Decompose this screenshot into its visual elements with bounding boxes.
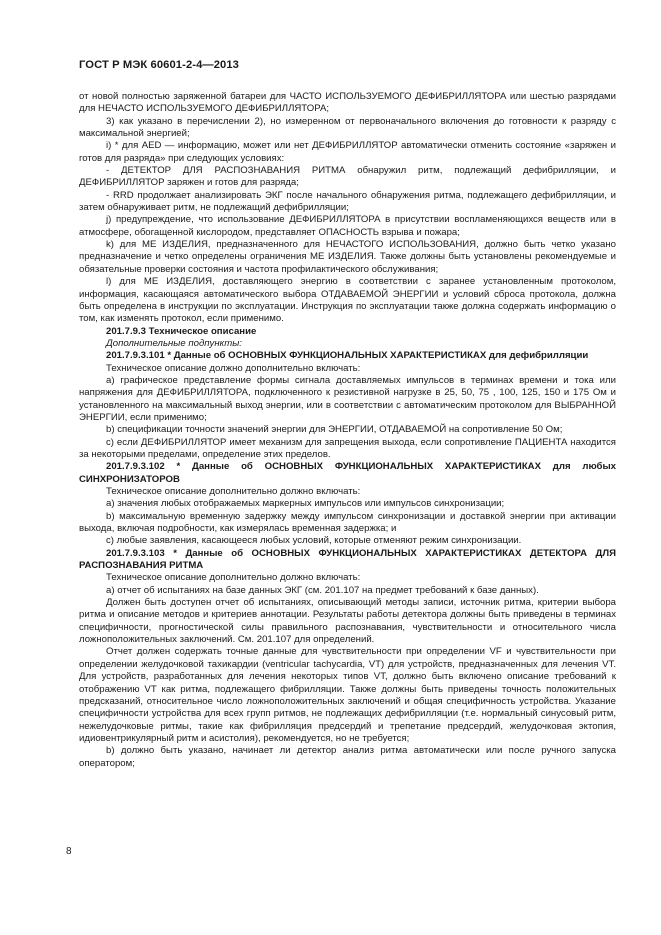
paragraph: - RRD продолжает анализировать ЭКГ после начального обнаружения ритма, подлежащего дефибрилляции, и затем обнаруживает ритм, не подлежащий дефибрилляции; <box>79 189 616 214</box>
paragraph: Техническое описание дополнительно должно включать: <box>106 486 361 497</box>
paragraph: j) предупреждение, что использование ДЕФИБРИЛЛЯТОРА в присутствии воспламеняющихся веществ или в атмосфере, обогащенной кислородом, представляет ОПАСНОСТЬ взрыва и пожара; <box>79 214 616 238</box>
paragraph: от новой полностью заряженной батареи для ЧАСТО ИСПОЛЬЗУЕМОГО ДЕФИБРИЛЛЯТОРА или шестью разрядами для НЕЧАСТО ИСПОЛЬЗУЕМОГО ДЕФИБРИЛЛЯТОРА; <box>79 91 616 115</box>
paragraph: i) * для AED — информацию, может или нет ДЕФИБРИЛЛЯТОР автоматически отменить состояние «заряжен и готов для разряда» при следующих условиях: <box>79 140 616 164</box>
section-heading: 201.7.9.3.103 * Данные об ОСНОВНЫХ ФУНКЦИОНАЛЬНЫХ ХАРАКТЕРИСТИКАХ ДЕТЕКТОРА ДЛЯ РАСПОЗНАВАНИЯ РИТМА <box>79 547 616 572</box>
paragraph: a) значения любых отображаемых маркерных импульсов или импульсов синхронизации; <box>106 498 505 510</box>
section-heading: 201.7.9.3 Техническое описание <box>106 325 257 337</box>
paragraph: Техническое описание дополнительно должно включать: <box>106 572 361 584</box>
paragraph: Отчет должен содержать точные данные для чувствительности при определении VF и чувствительности при определении желудочковой тахикардии (ventricular tachycardia, VT) для устройств, предназначенных для лечения VT. Для устройств, разработанных для лечения некоторых типов VT, должно быть включено описание требований к отображению VT как ритма, подлежащего фибрилляции. Также должны быть приведены точность положительных предсказаний, относительное число ложноположительных заключений и общая специфичность устройства. Указание специфичности устройства для всех групп ритмов, не подлежащих дефибрилляции (т.е. нормальный синусовый ритм, нежелудочковые ритмы, такие как фибрилляция предсердий и трепетание предсердий, желудочковая эктопия, идиовентрикулярный ритм и асистолия), рекомендуется, но не требуется; <box>79 646 616 744</box>
paragraph: l) для МЕ ИЗДЕЛИЯ, доставляющего энергию в соответствии с заранее установленным протоколом, информация, касающаяся автоматического выбора ОТДАВАЕМОЙ ЭНЕРГИИ и условий сброса протокола, должна быть определена в инструкции по эксплуатации. Инструкция по эксплуатации также должна содержать информацию о том, как изменять протокол, если применимо. <box>79 276 616 325</box>
paragraph: Должен быть доступен отчет об испытаниях, описывающий методы записи, источник ритма, критерии выбора ритма и описание методов и критериев аннотации. Результаты работы детектора должны быть приведены в терминах специфичности, прогностической силы правильного распознавания, чувствительности и относительного числа ложноположительных заключений. См. 201.107 для определений. <box>79 597 616 646</box>
paragraph: Техническое описание должно дополнительно включать: <box>106 362 361 374</box>
paragraph: k) для МЕ ИЗДЕЛИЯ, предназначенного для НЕЧАСТОГО ИСПОЛЬЗОВАНИЯ, должно быть четко указано предназначение и четко определены ограничения МЕ ИЗДЕЛИЯ. Также должны быть установлены рекомендуемые и обязательные проверки состояния и частота профилактического обслуживания; <box>79 239 616 275</box>
paragraph: - ДЕТЕКТОР ДЛЯ РАСПОЗНАВАНИЯ РИТМА обнаружил ритм, подлежащий дефибрилляции, и ДЕФИБРИЛЛЯТОР заряжен и готов для разряда; <box>79 165 616 189</box>
document-body <box>79 91 616 770</box>
paragraph: b) спецификации точности значений энергии для ЭНЕРГИИ, ОТДАВАЕМОЙ на сопротивление 50 Ом; <box>106 424 563 436</box>
paragraph: 3) как указано в перечислении 2), но измеренном от первоначального включения до готовности к разряду с максимальной энергией; <box>79 115 616 140</box>
paragraph: a) отчет об испытаниях на базе данных ЭКГ (см. 201.107 на предмет требований к базе данных). <box>106 584 539 596</box>
paragraph: b) максимальную временную задержку между импульсом синхронизации и доставкой энергии при активации выхода, включая подробности, как измерялась временная задержка; и <box>79 510 616 535</box>
subheading: Дополнительные подпункты: <box>106 337 242 349</box>
section-heading: 201.7.9.3.102 * Данные об ОСНОВНЫХ ФУНКЦИОНАЛЬНЫХ ХАРАКТЕРИСТИКАХ для любых СИНХРОНИЗАТОРОВ <box>79 461 616 485</box>
paragraph: c) если ДЕФИБРИЛЛЯТОР имеет механизм для запрещения выхода, если сопротивление ПАЦИЕНТА находится за некоторыми пределами, определение этих пределов. <box>79 436 616 460</box>
section-heading: 201.7.9.3.101 * Данные об ОСНОВНЫХ ФУНКЦИОНАЛЬНЫХ ХАРАКТЕРИСТИКАХ для дефибрилляции <box>106 350 589 362</box>
paragraph: b) должно быть указано, начинает ли детектор анализ ритма автоматически или после ручного запуска оператором; <box>79 745 616 769</box>
paragraph: a) графическое представление формы сигнала доставляемых импульсов в терминах времени и тока или напряжения для ДЕФИБРИЛЛЯТОРА, подключенного к резистивной нагрузке в 25, 50, 75 , 100, 125, 150 и 175 Ом и установленного на максимальный выход энергии, или в соответствии с автоматическим протоколом для ВЫБРАННОЙ ЭНЕРГИИ, если применимо; <box>79 374 616 423</box>
page-number: 8 <box>66 846 72 857</box>
document-header: ГОСТ Р МЭК 60601-2-4—2013 <box>79 59 240 71</box>
paragraph: c) любые заявления, касающееся любых условий, которые отменяют режим синхронизации. <box>106 535 522 547</box>
